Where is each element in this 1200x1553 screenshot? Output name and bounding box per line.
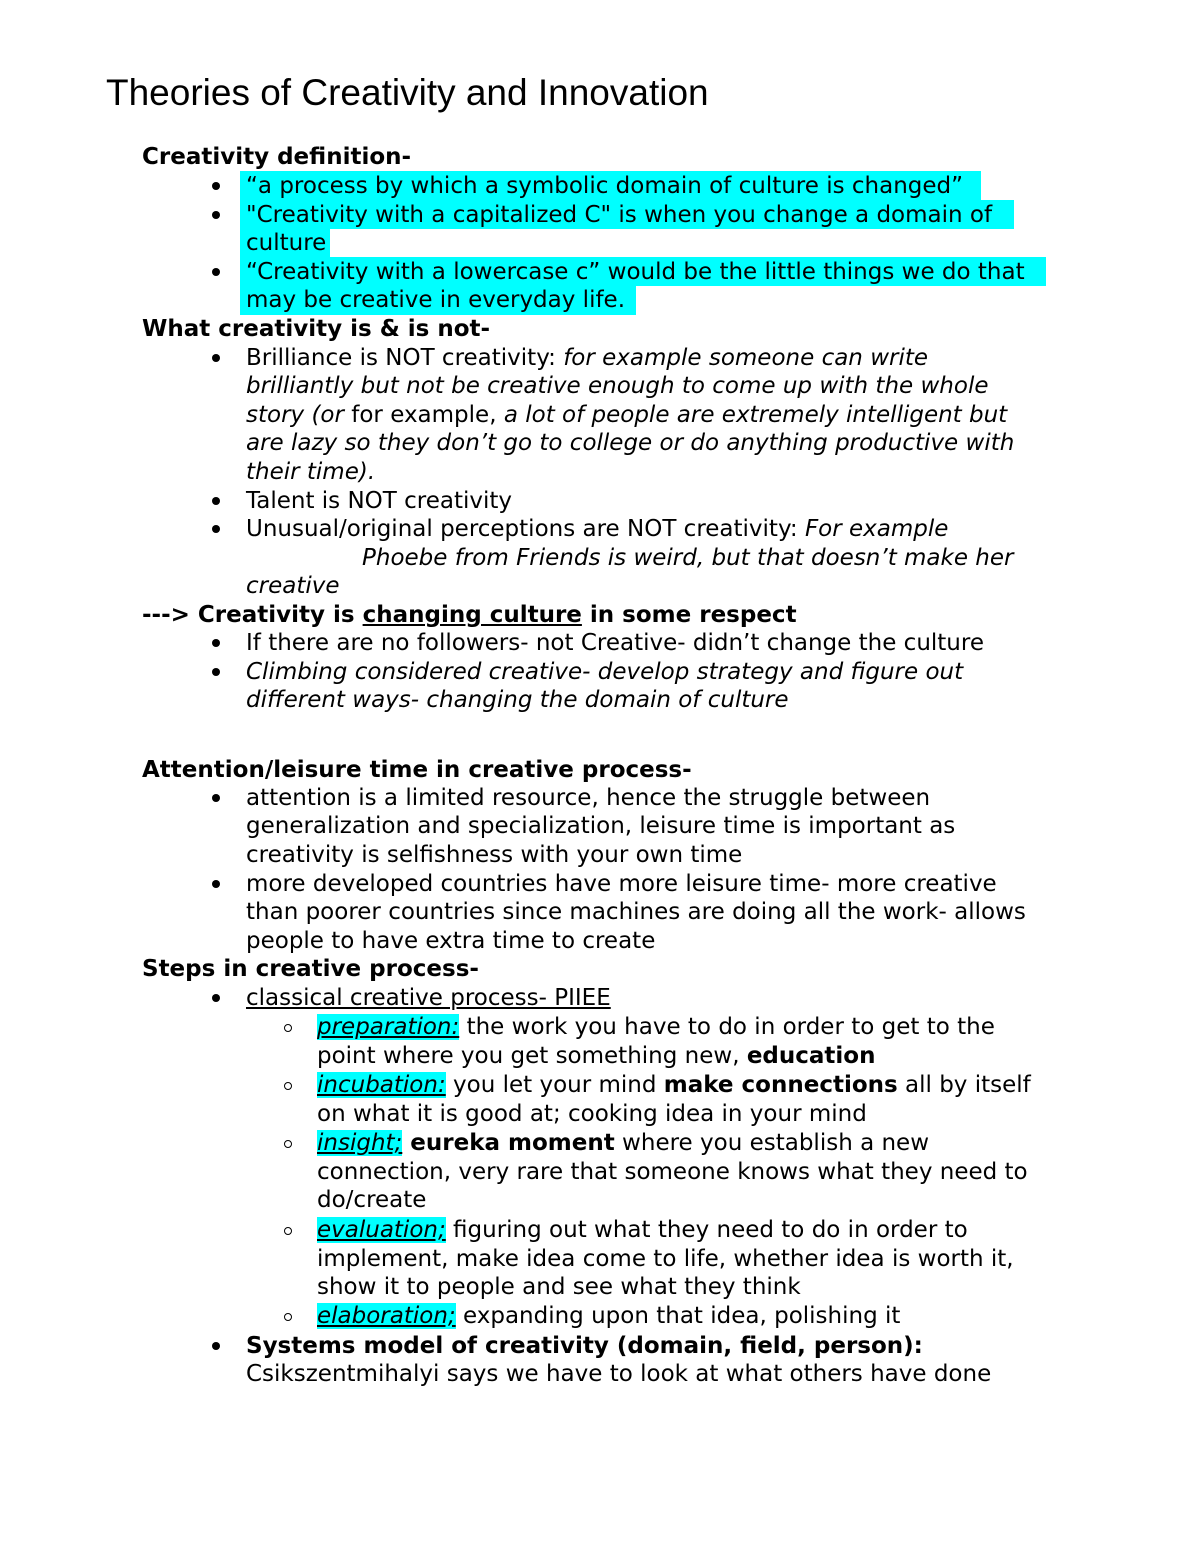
circle-bullet-icon [283, 1070, 295, 1100]
step-insight-cont: connection, very rare that someone knows what they need to [317, 1159, 1028, 1185]
bullet-icon [210, 657, 222, 687]
step-insight-cont: do/create [317, 1187, 427, 1213]
bullet-icon [210, 783, 222, 813]
list-item-cont: people to have extra time to create [246, 928, 656, 954]
step-term: evaluation; [317, 1217, 446, 1243]
heading-creativity-changing-culture [142, 600, 797, 630]
step-term: elaboration; [317, 1303, 456, 1329]
circle-bullet-icon [283, 1215, 295, 1245]
heading-creativity-definition: Creativity definition- [142, 144, 412, 170]
item-text: Unusual/original perceptions are NOT creativity: [246, 516, 805, 542]
list-item [246, 343, 928, 373]
list-item-systems-model: Systems model of creativity (domain, field, person): [246, 1333, 923, 1359]
step-evaluation-cont: implement, make idea come to life, whether idea is worth it, [317, 1246, 1014, 1272]
bullet-icon [210, 343, 222, 373]
step-text: you let your mind [445, 1072, 664, 1098]
item-example: a lot of people are extremely intelligent but [503, 402, 1008, 428]
item-example: story (or [246, 402, 352, 428]
step-term: insight; [317, 1130, 403, 1156]
list-item-cont: than poorer countries since machines are doing all the work- allows [246, 899, 1026, 925]
list-item [246, 983, 611, 1013]
step-evaluation-cont: show it to people and see what they think [317, 1274, 801, 1300]
step-incubation-cont: on what it is good at; cooking idea in your mind [317, 1101, 867, 1127]
step-bold: education [746, 1043, 876, 1069]
list-item-cont: creativity is selfishness with your own time [246, 842, 743, 868]
step-bold: eureka moment [402, 1130, 615, 1156]
step-evaluation [317, 1215, 968, 1245]
heading-attention-leisure: Attention/leisure time in creative process- [142, 757, 692, 783]
heading-underlined: changing culture [362, 602, 582, 628]
step-text: all by itself [897, 1072, 1031, 1098]
bullet-icon [210, 486, 222, 516]
step-term: preparation: [317, 1014, 460, 1040]
step-elaboration [317, 1301, 900, 1331]
list-item-cont: Csikszentmihalyi says we have to look at what others have done [246, 1361, 992, 1387]
list-item-cont: generalization and specialization, leisure time is important as [246, 813, 956, 839]
list-item: Climbing considered creative- develop strategy and figure out [246, 659, 964, 685]
circle-bullet-icon [283, 1128, 295, 1158]
definition-item-cont: culture [246, 230, 327, 256]
heading-what-creativity-is: What creativity is & is not- [142, 316, 491, 342]
step-insight [317, 1128, 929, 1158]
bullet-icon [210, 869, 222, 899]
heading-tail: in some respect [581, 602, 797, 628]
document-title: Theories of Creativity and Innovation [106, 72, 709, 113]
bullet-icon [210, 200, 222, 230]
step-incubation [317, 1070, 1031, 1100]
bullet-icon [210, 257, 222, 287]
definition-item: "Creativity with a capitalized C" is when you change a domain of [246, 202, 993, 228]
definition-item: “a process by which a symbolic domain of culture is changed” [246, 173, 964, 199]
item-text: for example, [351, 402, 504, 428]
bullet-icon [210, 171, 222, 201]
bullet-icon [210, 628, 222, 658]
step-text: where you establish a new [614, 1130, 930, 1156]
list-item-cont: Phoebe from Friends is weird, but that doesn’t make her [362, 545, 1014, 571]
list-item [246, 514, 948, 544]
step-text: the work you have to do in order to get to the [459, 1014, 995, 1040]
heading-lead: ---> Creativity is [142, 602, 363, 628]
step-preparation [317, 1012, 995, 1042]
list-item-cont: different ways- changing the domain of culture [246, 687, 789, 713]
heading-steps-creative-process: Steps in creative process- [142, 956, 479, 982]
step-preparation-cont [317, 1041, 875, 1071]
item-text: classical creative process- PIIEE [246, 985, 611, 1011]
item-example: for example someone can write [563, 345, 929, 371]
step-term: incubation: [317, 1072, 446, 1098]
list-item-cont: creative [246, 573, 340, 599]
item-text: Brilliance is NOT creativity: [246, 345, 564, 371]
bullet-icon [210, 1331, 222, 1361]
step-text: expanding upon that idea, polishing it [455, 1303, 901, 1329]
bullet-icon [210, 983, 222, 1013]
circle-bullet-icon [283, 1301, 295, 1331]
definition-item: “Creativity with a lowercase c” would be the little things we do that [246, 259, 1025, 285]
list-item: more developed countries have more leisure time- more creative [246, 871, 997, 897]
step-text: point where you get something new, [317, 1043, 747, 1069]
circle-bullet-icon [283, 1012, 295, 1042]
step-bold: make connections [663, 1072, 898, 1098]
list-item: attention is a limited resource, hence the struggle between [246, 785, 931, 811]
bullet-icon [210, 514, 222, 544]
list-item: Talent is NOT creativity [246, 488, 513, 514]
item-example: For example [804, 516, 949, 542]
list-item-cont [246, 400, 1007, 430]
list-item-cont: brilliantly but not be creative enough to come up with the whole [246, 373, 989, 399]
list-item-cont: their time). [246, 459, 376, 485]
list-item-cont: are lazy so they don’t go to college or do anything productive with [246, 430, 1015, 456]
list-item: If there are no followers- not Creative- didn’t change the culture [246, 630, 984, 656]
definition-item-cont: may be creative in everyday life. [246, 287, 626, 313]
step-text: figuring out what they need to do in order to [445, 1217, 968, 1243]
